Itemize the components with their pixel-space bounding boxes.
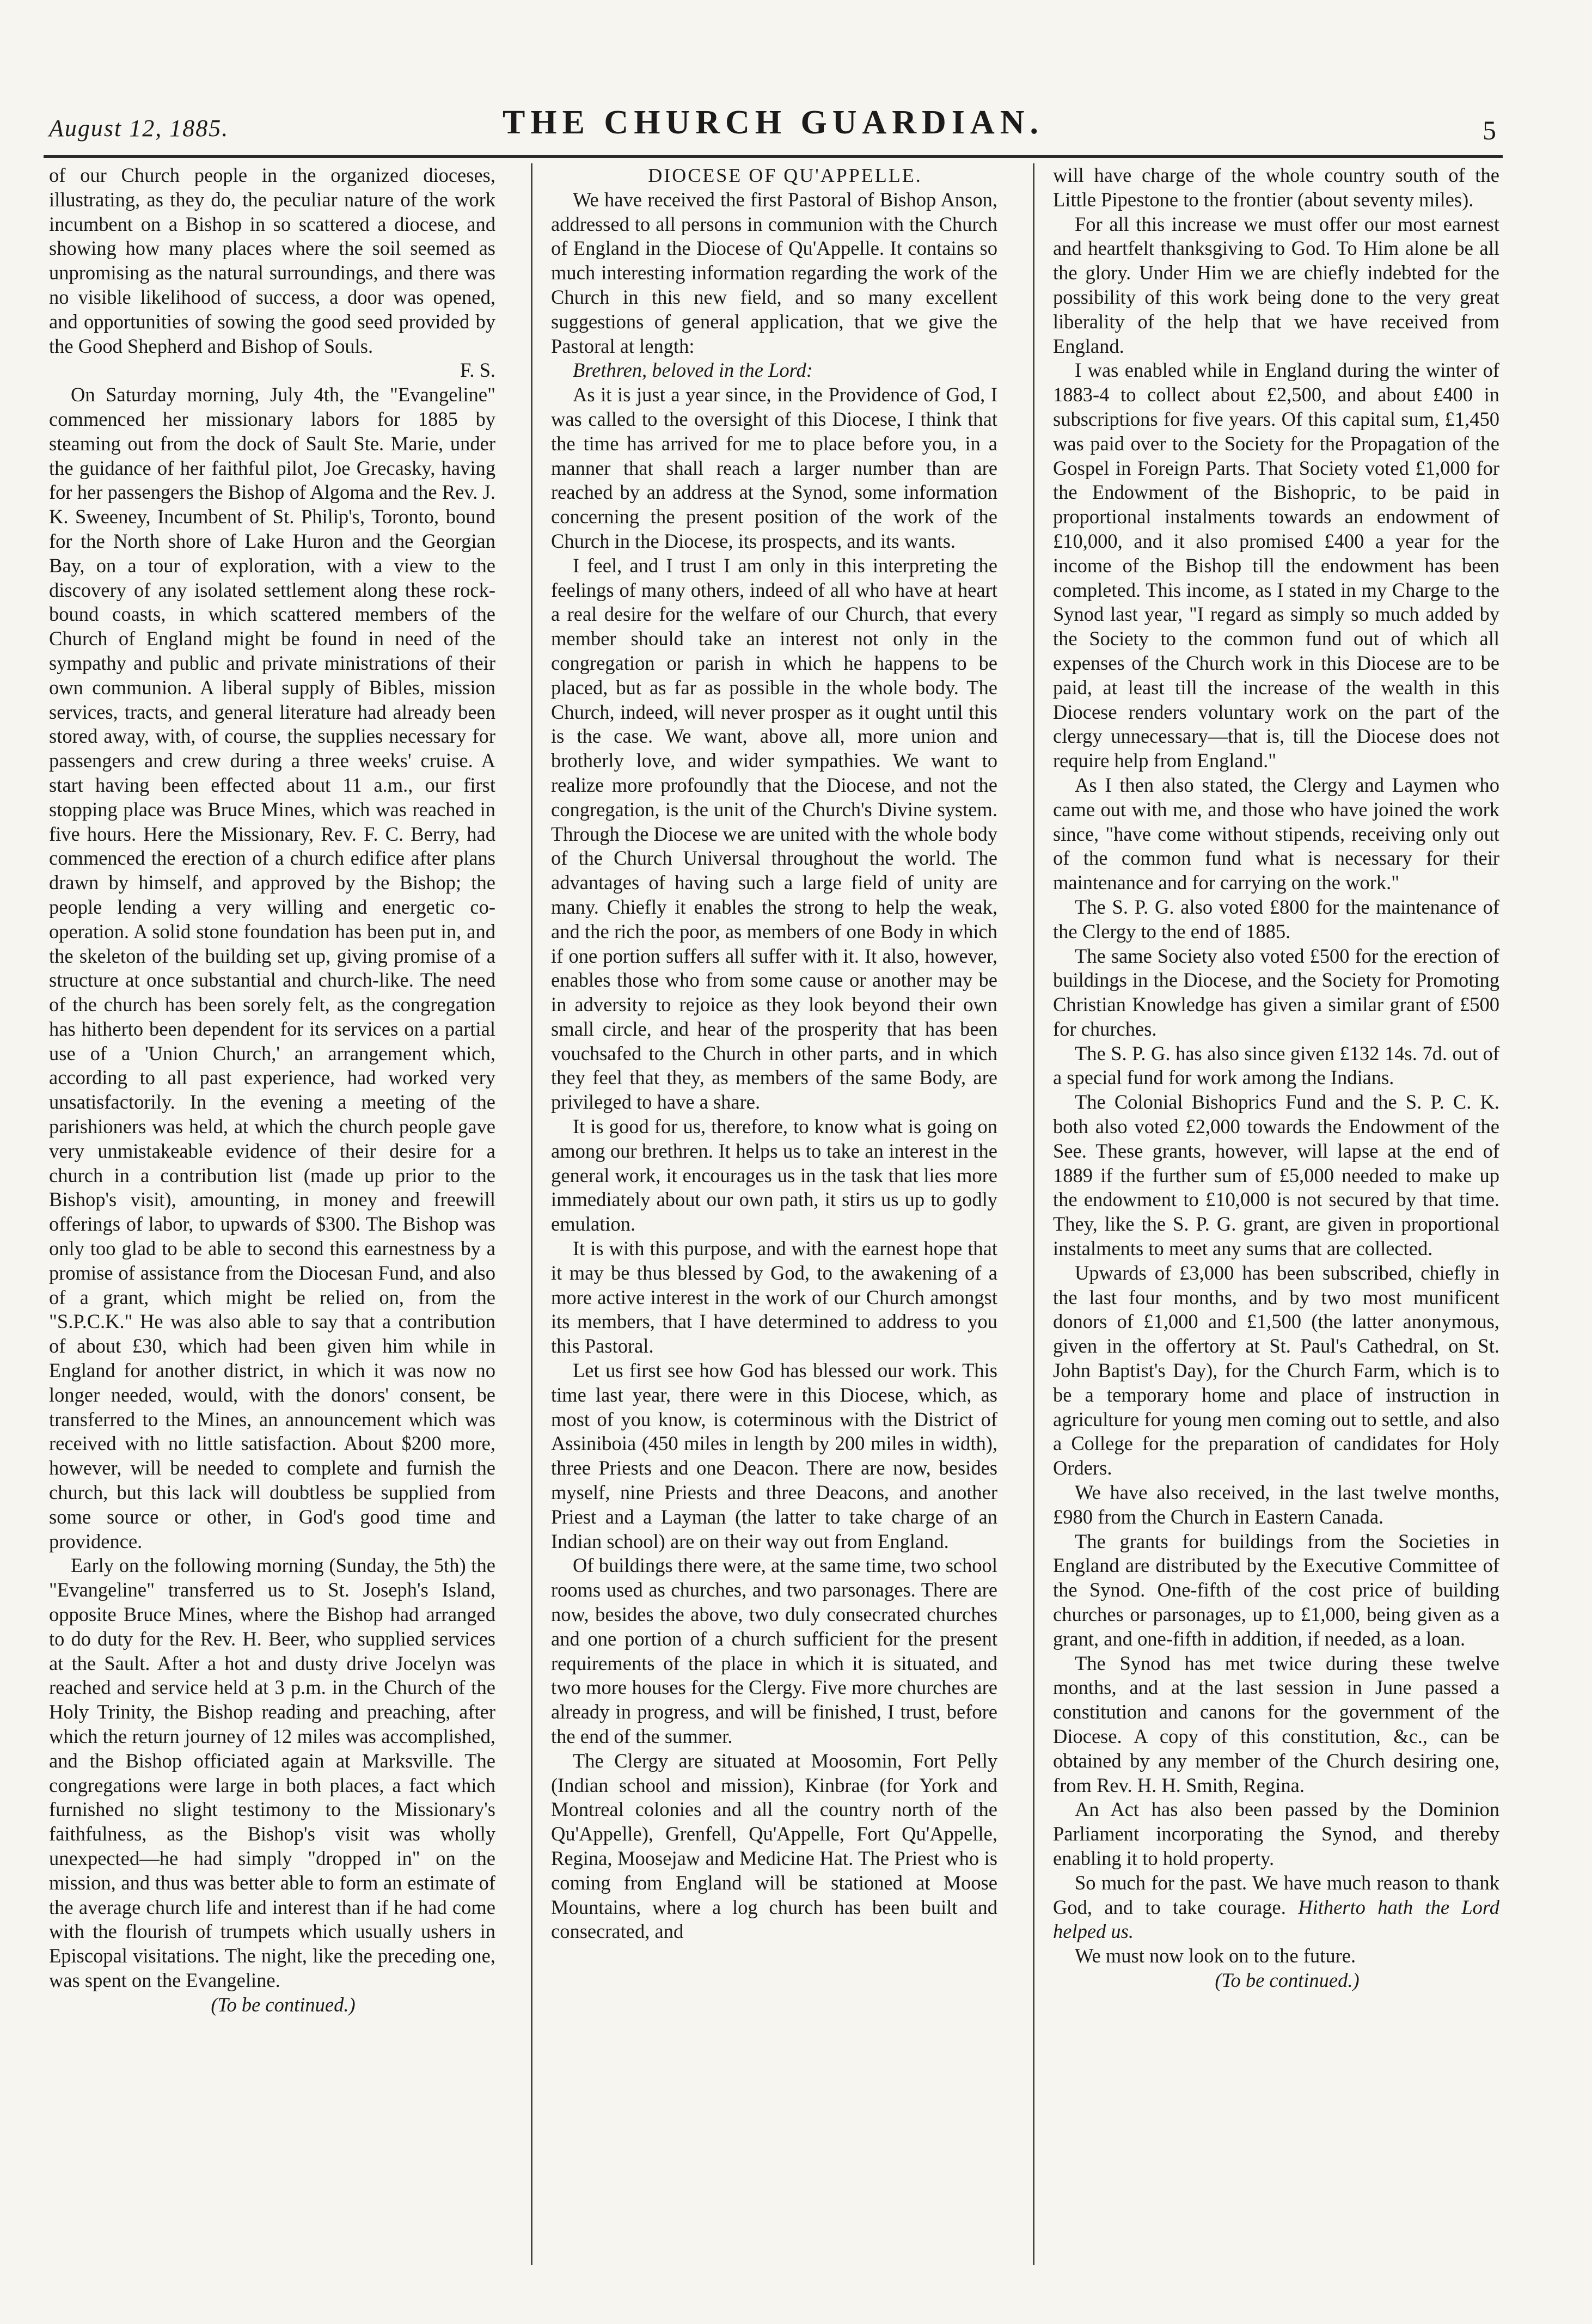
column-divider <box>1033 163 1034 2265</box>
continued-note: (To be continued.) <box>1215 1968 1360 1991</box>
quotation: Hitherto hath the Lord helped us. <box>1053 1895 1499 1943</box>
paragraph <box>1053 1871 1499 1944</box>
paragraph: For all this increase we must offer our most earnest and heartfelt thanksgiving to God. To Him alone be all the glory. Under Him we are chiefly indebted for the possibility of this work being done to the very great liberality of the help that we have received from England. <box>1053 212 1499 357</box>
column-2 <box>551 163 997 2265</box>
paragraph: It is with this purpose, and with the earnest hope that it may be thus blessed by God, to the awakening of a more active interest in the work of our Church amongst its members, that I have determined to address to you this Pastoral. <box>551 1237 997 1357</box>
paragraph: The Synod has met twice during these twelve months, and at the last session in June passed a constitution and canons for the government of the Diocese. A copy of this constitution, &c., can be obtained by any member of the Church desiring one, from Rev. H. H. Smith, Regina. <box>1053 1652 1499 1796</box>
paragraph: I feel, and I trust I am only in this interpreting the feelings of many others, indeed of all who have at heart a real desire for the welfare of our Church, that every member should take an interest not only in the congregation or parish in which he happens to be placed, but as far as possible in the whole body. The Church, indeed, will never prosper as it ought until this is the case. We want, above all, more union and brotherly love, and wider sympathies. We want to realize more profoundly that the Diocese, and not the congregation, is the unit of the Church's Divine system. Through the Diocese we are united with the whole body of the Church Universal throughout the world. The advantages of having such a large field of unity are many. Chiefly it enables the strong to help the weak, and the rich the poor, as members of one Body in which if one portion suffers all suffer with it. It also, however, enables those who from some cause or another may be in adversity to rejoice as they look beyond their own small circle, and hear of the prosperity that has been vouchsafed to the Church in other parts, and in which they feel that they, as members of the same Body, are privileged to have a share. <box>551 554 997 1114</box>
column-1 <box>49 163 495 2265</box>
column-3 <box>1053 163 1499 2265</box>
paragraph: Of buildings there were, at the same time, two school rooms used as churches, and two parsonages. There are now, besides the above, two duly consecrated churches and one portion of a church sufficient for the present requirements of the place in which it is situated, and two more houses for the Clergy. Five more churches are already in progress, and will be finished, I trust, before the end of the summer. <box>551 1554 997 1747</box>
paragraph: The grants for buildings from the Societies in England are distributed by the Executive Committee of the Synod. One-fifth of the cost price of building churches or parsonages, up to £1,000, being given as a grant, and one-fifth in addition, if needed, as a loan. <box>1053 1530 1499 1650</box>
newspaper-title: THE CHURCH GUARDIAN. <box>503 104 1044 141</box>
paragraph: We have received the first Pastoral of Bishop Anson, addressed to all persons in communion with the Church of England in the Diocese of Qu'Appelle. It contains so much interesting information regarding the work of the Church in this new field, and so many excellent suggestions of general application, that we give the Pastoral at length: <box>551 188 997 357</box>
paragraph: The Clergy are situated at Moosomin, Fort Pelly (Indian school and mission), Kinbrae (for York and Montreal colonies and all the country north of the Qu'Appelle), Grenfell, Qu'Appelle, Fort Qu'Appelle, Regina, Moosejaw and Medicine Hat. The Priest who is coming from England will be stationed at Moose Mountains, where a log church has been built and consecrated, and <box>551 1749 997 1943</box>
paragraph-text: So much for the past. We have much reason to thank God, and to take courage. <box>1053 1871 1499 1918</box>
paragraph: I was enabled while in England during the winter of 1883-4 to collect about £2,500, and about £400 in subscriptions for five years. Of this capital sum, £1,450 was paid over to the Society for the Propagation of the Gospel in Foreign Parts. That Society voted £1,000 for the Endowment of the Bishopric, to be paid in proportional instalments towards an endowment of £10,000, and it also promised £400 a year for the income of the Bishop till the endowment has been completed. This income, as I stated in my Charge to the Synod last year, "I regard as simply so much added by the Society to the common fund out of which all expenses of the Church work in this Diocese are to be paid, at least till the increase of the wealth in this Diocese renders voluntary work on the part of the clergy unnecessary—that is, till the Diocese does not require help from England." <box>1053 359 1499 772</box>
column-divider <box>531 163 532 2265</box>
paragraph: The S. P. G. has also since given £132 14s. 7d. out of a special fund for work among the Indians. <box>1053 1042 1499 1089</box>
page-number: 5 <box>1483 115 1497 145</box>
signature: F. S. <box>460 359 495 382</box>
paragraph: An Act has also been passed by the Dominion Parliament incorporating the Synod, and thereby enabling it to hold property. <box>1053 1798 1499 1869</box>
masthead <box>44 93 1503 152</box>
continued-note: (To be continued.) <box>211 1993 356 2016</box>
article-heading: DIOCESE OF QU'APPELLE. <box>648 164 922 186</box>
paragraph: We must now look on to the future. <box>1075 1944 1356 1967</box>
paragraph: The same Society also voted £500 for the erection of buildings in the Diocese, and the Society for Promoting Christian Knowledge has given a similar grant of £500 for churches. <box>1053 944 1499 1040</box>
issue-date: August 12, 1885. <box>49 115 229 142</box>
paragraph: On Saturday morning, July 4th, the "Evangeline" commenced her missionary labors for 1885 by steaming out from the dock of Sault Ste. Marie, under the guidance of her faithful pilot, Joe Grecasky, having for her passengers the Bishop of Algoma and the Rev. J. K. Sweeney, Incumbent of St. Philip's, Toronto, bound for the North shore of Lake Huron and the Georgian Bay, on a tour of exploration, with a view to the discovery of any isolated settlement along these rock-bound coasts, in which scattered members of the Church of England might be found in need of the sympathy and public and private ministrations of their own communion. A liberal supply of Bibles, mission services, tracts, and general literature had already been stored away, with, of course, the supplies necessary for passengers and crew during a three weeks' cruise. A start having been effected about 11 a.m., our first stopping place was Bruce Mines, which was reached in five hours. Here the Missionary, Rev. F. C. Berry, had commenced the erection of a church edifice after plans drawn by himself, and approved by the Bishop; the people lending a very willing and energetic co-operation. A solid stone foundation has been put in, and the skeleton of the building set up, giving promise of a structure at once substantial and church-like. The need of the church has been sorely felt, as the congregation has hitherto been dependent for its services on a partial use of a 'Union Church,' an arrangement which, according to all past experience, had worked very unsatisfactorily. In the evening a meeting of the parishioners was held, at which the church people gave very unmistakeable evidence of their desire for a church in a contribution list (made up prior to the Bishop's visit), amounting, in money and freewill offerings of labor, to upwards of $300. The Bishop was only too glad to be able to second this earnestness by a promise of assistance from the Diocesan Fund, and also of a grant, which might be relied on, from the "S.P.C.K." He was also able to say that a contribution of about £30, which had been given him while in England for another district, in which it was now no longer needed, would, with the donors' consent, be transferred to the Mines, an announcement which was received with no little satisfaction. About $200 more, however, will be needed to complete and furnish the church, but this lack will doubtless be supplied from some source or other, in God's good time and providence. <box>49 383 495 1552</box>
paragraph: It is good for us, therefore, to know what is going on among our brethren. It helps us to take an interest in the general work, it encourages us in the task that lies more immediately about our own path, it stirs us up to godly emulation. <box>551 1115 997 1236</box>
paragraph: The Colonial Bishoprics Fund and the S. P. C. K. both also voted £2,000 towards the Endowment of the See. These grants, however, will lapse at the end of 1889 if the further sum of £5,000 needed to make up the endowment to £10,000 is not secured by that time. They, like the S. P. G. grant, are given in proportional instalments to meet any sums that are collected. <box>1053 1091 1499 1260</box>
paragraph: Upwards of £3,000 has been subscribed, chiefly in the last four months, and by two most munificent donors of £1,000 and £1,500 (the latter anonymous, given in the offertory at St. Paul's Cathedral, on St. John Baptist's Day), for the Church Farm, which is to be a temporary home and place of instruction in agriculture for young men coming out to settle, and also a College for the preparation of candidates for Holy Orders. <box>1053 1261 1499 1479</box>
paragraph: will have charge of the whole country south of the Little Pipestone to the frontier (about seventy miles). <box>1053 164 1499 211</box>
paragraph: of our Church people in the organized dioceses, illustrating, as they do, the peculiar nature of the work incumbent on a Bishop in so scattered a diocese, and showing how many places where the soil seemed as unpromising as the natural surroundings, and there was no visible likelihood of success, a door was opened, and opportunities of sowing the good seed provided by the Good Shepherd and Bishop of Souls. <box>49 164 495 357</box>
paragraph: Let us first see how God has blessed our work. This time last year, there were in this Diocese, which, as most of you know, is coterminous with the District of Assiniboia (450 miles in length by 200 miles in width), three Priests and one Deacon. There are now, besides myself, nine Priests and three Deacons, and another Priest and a Layman (the latter to take charge of an Indian school) are on their way out from England. <box>551 1359 997 1552</box>
salutation: Brethren, beloved in the Lord: <box>573 359 813 382</box>
paragraph: Early on the following morning (Sunday, the 5th) the "Evangeline" transferred us to St. Joseph's Island, opposite Bruce Mines, where the Bishop had arranged to do duty for the Rev. H. Beer, who supplied services at the Sault. After a hot and dusty drive Jocelyn was reached and service held at 3 p.m. in the Church of the Holy Trinity, the Bishop reading and preaching, after which the return journey of 12 miles was accomplished, and the Bishop officiated again at Marksville. The congregations were large in both places, a fact which furnished no slight testimony to the Missionary's faithfulness, as the Bishop's visit was wholly unexpected—he had simply "dropped in" on the mission, and thus was better able to form an estimate of the average church life and interest than if he had come with the flourish of trumpets which usually ushers in Episcopal visitations. The night, like the preceding one, was spent on the Evangeline. <box>49 1554 495 1991</box>
paragraph: We have also received, in the last twelve months, £980 from the Church in Eastern Canada. <box>1053 1481 1499 1528</box>
masthead-rule <box>44 155 1503 158</box>
paragraph: The S. P. G. also voted £800 for the maintenance of the Clergy to the end of 1885. <box>1053 895 1499 943</box>
paragraph: As it is just a year since, in the Providence of God, I was called to the oversight of this Diocese, I think that the time has arrived for me to place before you, in a manner that shall reach a larger number than are reached by an address at the Synod, some information concerning the present position of the work of the Church in the Diocese, its prospects, and its wants. <box>551 383 997 552</box>
paragraph: As I then also stated, the Clergy and Laymen who came out with me, and those who have joined the work since, "have come without stipends, receiving only out of the common fund what is necessary for their maintenance and for carrying on the work." <box>1053 773 1499 894</box>
